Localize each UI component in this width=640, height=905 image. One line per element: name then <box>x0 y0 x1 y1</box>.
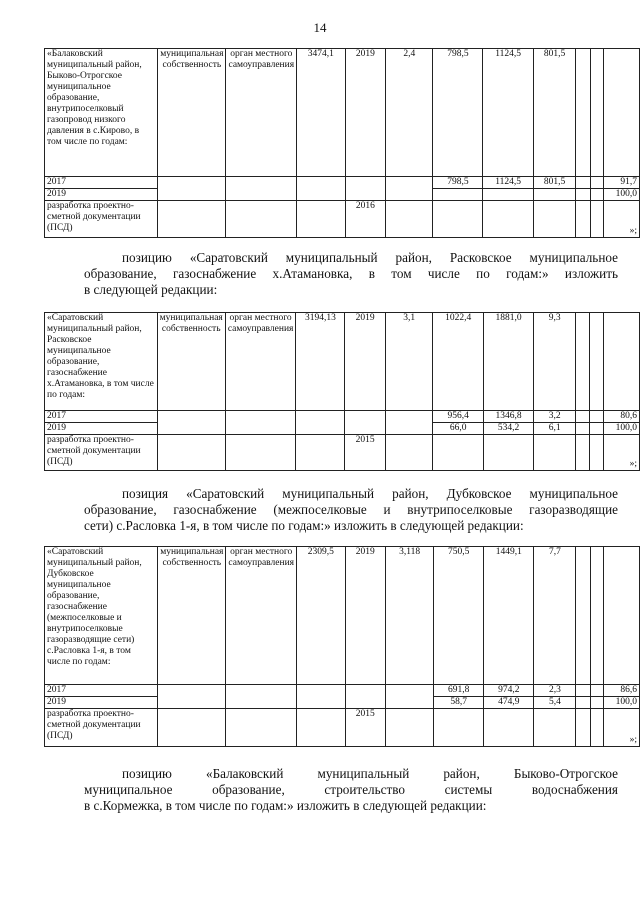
table-dubkovskoe <box>44 546 640 747</box>
cell-7: 691,8 <box>434 685 484 697</box>
cell-7: 58,7 <box>434 697 484 709</box>
cell-9: 801,5 <box>533 177 576 189</box>
cell-last: 91,7 <box>603 177 639 189</box>
cell-7: 798,5 <box>433 177 483 189</box>
closing-quote: »; <box>603 435 639 471</box>
cell-7: 66,0 <box>433 423 483 435</box>
capacity: 3474,1 <box>297 49 345 177</box>
psd-label: разработка проектно-сметной документации (ПСД) <box>45 435 158 471</box>
table-balakovsky-kirovo <box>44 48 640 238</box>
cell-7: 750,5 <box>434 547 484 685</box>
cell-last: 100,0 <box>603 697 639 709</box>
cell-9: 6,1 <box>534 423 576 435</box>
cell-9: 9,3 <box>534 313 576 411</box>
ownership: муниципальная собственность <box>158 547 226 685</box>
cell-7: 798,5 <box>433 49 483 177</box>
cell-9: 2,3 <box>534 685 576 697</box>
object-name: «Саратовский муниципальный район, Расковское муниципальное образование, газоснабжение х.Атамановка, в том числе по годам: <box>45 313 158 411</box>
row-label: 2019 <box>45 189 158 201</box>
ownership: муниципальная собственность <box>158 49 226 177</box>
psd-year: 2016 <box>345 201 386 238</box>
cell-6: 3,1 <box>385 313 432 411</box>
paragraph-kormezhka: позицию «Балаковский муниципальный район, Быково-Отрогское муниципальное образование, строительство системы водоснабжения в с.Кормежка, в том числе по годам:» изложить в следующей редакции: <box>84 766 618 813</box>
row-label: 2019 <box>45 423 158 435</box>
psd-year: 2015 <box>345 435 386 471</box>
object-name: «Балаковский муниципальный район, Быково-Отрогское муниципальное образование, внутрипоселковый газопровод низкого давления в с.Кирово, в том числе по годам: <box>45 49 158 177</box>
closing-quote: »; <box>603 709 639 747</box>
cell-8: 1881,0 <box>483 313 533 411</box>
cell-7: 956,4 <box>433 411 483 423</box>
cell-8: 1124,5 <box>483 49 533 177</box>
cell-7: 1022,4 <box>433 313 483 411</box>
cell-8: 1449,1 <box>484 547 534 685</box>
year: 2019 <box>345 313 386 411</box>
organ: орган местного самоуправления <box>226 547 297 685</box>
organ: орган местного самоуправления <box>225 313 296 411</box>
closing-quote: »; <box>603 201 639 238</box>
cell-last: 100,0 <box>603 423 639 435</box>
ownership: муниципальная собственность <box>157 313 225 411</box>
cell-6: 2,4 <box>386 49 433 177</box>
year: 2019 <box>345 547 386 685</box>
organ: орган местного самоуправления <box>226 49 297 177</box>
cell-8: 474,9 <box>484 697 534 709</box>
psd-year: 2015 <box>345 709 386 747</box>
table-raskovskoe <box>44 312 640 471</box>
cell-9: 801,5 <box>533 49 576 177</box>
row-label: 2017 <box>45 685 158 697</box>
page-number: 14 <box>313 20 327 35</box>
cell-8: 974,2 <box>484 685 534 697</box>
cell-last: 100,0 <box>603 189 639 201</box>
object-name: «Саратовский муниципальный район, Дубковское муниципальное образование, газоснабжение (межпоселковые и внутрипоселковые газоразводящие сети) с.Расловка 1-я, в том числе по годам: <box>45 547 158 685</box>
year: 2019 <box>345 49 386 177</box>
cell-9: 5,4 <box>534 697 576 709</box>
cell-last: 80,6 <box>603 411 639 423</box>
cell-6: 3,118 <box>386 547 434 685</box>
capacity: 3194,13 <box>296 313 345 411</box>
psd-label: разработка проектно-сметной документации (ПСД) <box>45 201 158 238</box>
cell-last: 86,6 <box>603 685 639 697</box>
cell-8: 534,2 <box>483 423 533 435</box>
paragraph-raskovskoe: позицию «Саратовский муниципальный район, Расковское муниципальное образование, газоснабжение х.Атамановка, в том числе по годам:» изложить в следующей редакции: <box>84 250 618 297</box>
cell-8: 1124,5 <box>483 177 533 189</box>
cell-8: 1346,8 <box>483 411 533 423</box>
capacity: 2309,5 <box>297 547 345 685</box>
row-label: 2019 <box>45 697 158 709</box>
psd-label: разработка проектно-сметной документации (ПСД) <box>45 709 158 747</box>
cell-9: 7,7 <box>534 547 576 685</box>
row-label: 2017 <box>45 177 158 189</box>
row-label: 2017 <box>45 411 158 423</box>
cell-9: 3,2 <box>534 411 576 423</box>
paragraph-dubkovskoe: позиция «Саратовский муниципальный район, Дубковское муниципальное образование, газоснабжение (межпоселковые и внутрипоселковые газоразводящие сети) с.Расловка 1-я, в том числе по годам:» изложить в следующей редакции: <box>84 486 618 533</box>
